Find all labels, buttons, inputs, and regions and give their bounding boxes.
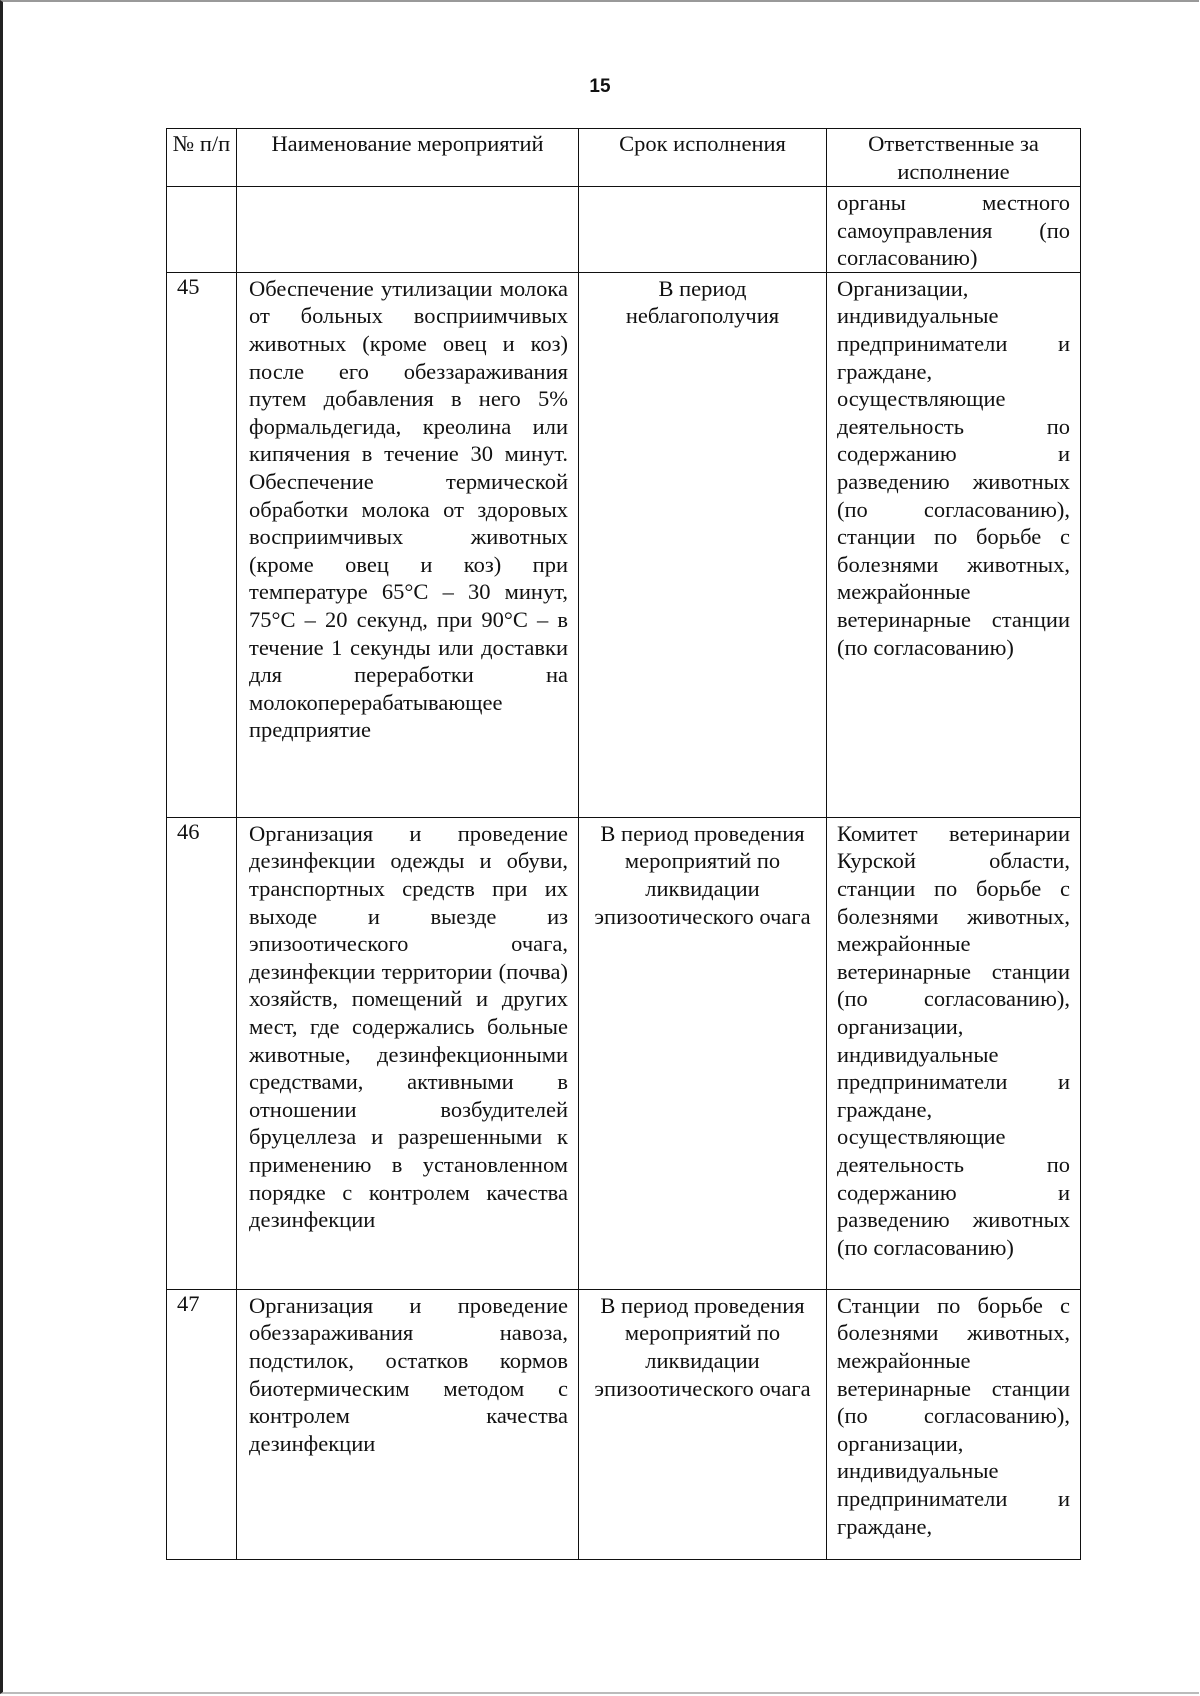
row-responsible: Комитет ветеринарии Курской области, станции по борьбе с болезнями животных, межрайонные ветеринарные станции (по согласованию), организации, индивидуальные предприниматели и граждане, осуществляющие деятельность по содержанию и разведению животных (по согласованию) xyxy=(827,817,1081,1289)
row-num xyxy=(167,187,237,273)
header-num: № п/п xyxy=(167,129,237,187)
row-num: 46 xyxy=(167,817,237,1289)
header-row xyxy=(167,129,1081,187)
row-num: 45 xyxy=(167,272,237,817)
continuation-row xyxy=(167,187,1081,273)
row-responsible: Станции по борьбе с болезнями животных, межрайонные ветеринарные станции (по согласованию), организации, индивидуальные предприниматели и граждане, xyxy=(827,1289,1081,1559)
row-term: В период проведения мероприятий по ликвидации эпизоотического очага xyxy=(579,817,827,1289)
table-row xyxy=(167,272,1081,817)
row-num: 47 xyxy=(167,1289,237,1559)
page-number: 15 xyxy=(589,76,611,97)
row-name: Организация и проведение обеззараживания навоза, подстилок, остатков кормов биотермическим методом с контролем качества дезинфекции xyxy=(237,1289,579,1559)
row-term: В период неблагополучия xyxy=(579,272,827,817)
row-name: Обеспечение утилизации молока от больных восприимчивых животных (кроме овец и коз) после его обеззараживания путем добавления в него 5% формальдегида, креолина или кипячения в течение 30 минут. Обеспечение термической обработки молока от здоровых восприимчивых животных (кроме овец и коз) при температуре 65°С – 30 минут, 75°С – 20 секунд, при 90°С – в течение 1 секунды или доставки для переработки на молокоперерабатывающее предприятие xyxy=(237,272,579,817)
row-name: Организация и проведение дезинфекции одежды и обуви, транспортных средств при их выходе и выезде из эпизоотического очага, дезинфекции территории (почва) хозяйств, помещений и других мест, где содержались больные животные, дезинфекционными средствами, активными в отношении возбудителей бруцеллеза и разрешенными к применению в установленном порядке с контролем качества дезинфекции xyxy=(237,817,579,1289)
measures-table xyxy=(166,128,1081,1560)
row-responsible: органы местного самоуправления (по согласованию) xyxy=(827,187,1081,273)
table-row xyxy=(167,1289,1081,1559)
header-term: Срок исполнения xyxy=(579,129,827,187)
header-responsible: Ответственные за исполнение xyxy=(827,129,1081,187)
row-name xyxy=(237,187,579,273)
table-row xyxy=(167,817,1081,1289)
row-term xyxy=(579,187,827,273)
header-name: Наименование мероприятий xyxy=(237,129,579,187)
row-term: В период проведения мероприятий по ликвидации эпизоотического очага xyxy=(579,1289,827,1559)
row-responsible: Организации, индивидуальные предприниматели и граждане, осуществляющие деятельность по содержанию и разведению животных (по согласованию), станции по борьбе с болезнями животных, межрайонные ветеринарные станции (по согласованию) xyxy=(827,272,1081,817)
